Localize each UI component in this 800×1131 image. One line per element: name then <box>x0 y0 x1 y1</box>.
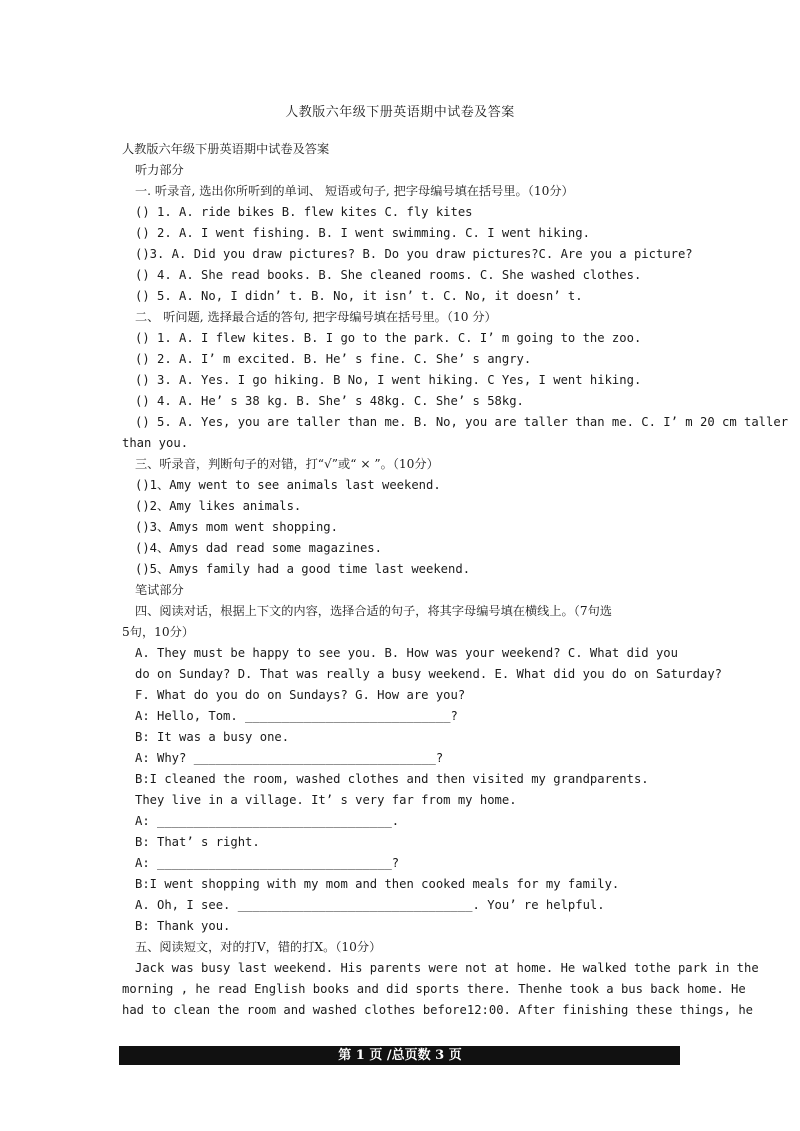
text-line: () 3. A. Yes. I go hiking. B No, I went hiking. C Yes, I went hiking. <box>135 373 642 387</box>
text-line: B:I cleaned the room, washed clothes and then visited my grandparents. <box>135 772 649 786</box>
page-footer: 第 1 页 /总页数 3 页 <box>338 1048 462 1063</box>
text-line: A: ________________________________. <box>135 814 400 828</box>
text-line: () 4. A. She read books. B. She cleaned rooms. C. She washed clothes. <box>135 268 642 282</box>
text-line: F. What do you do on Sundays? G. How are you? <box>135 688 466 702</box>
text-line: 五、阅读短文，对的打V，错的打X。（10分） <box>135 940 382 954</box>
text-line: Jack was busy last weekend. His parents were not at home. He walked tothe park in the <box>135 961 759 975</box>
text-line: 5句，10分） <box>122 625 195 639</box>
text-line: ()3. A. Did you draw pictures? B. Do you draw pictures?C. Are you a picture? <box>135 247 693 261</box>
text-line: ()2、Amy likes animals. <box>135 499 302 513</box>
text-line: 四、阅读对话，根据上下文的内容，选择合适的句子，将其字母编号填在横线上。（7句选 <box>135 604 612 618</box>
text-line: do on Sunday? D. That was really a busy weekend. E. What did you do on Saturday? <box>135 667 722 681</box>
text-line: A. They must be happy to see you. B. How was your weekend? C. What did you <box>135 646 678 660</box>
text-line: 二、 听问题, 选择最合适的答句, 把字母编号填在括号里。（10 分） <box>135 310 497 324</box>
text-line: 笔试部分 <box>135 583 184 597</box>
text-line: A: Why? _________________________________? <box>135 751 444 765</box>
text-line: ()1、Amy went to see animals last weekend. <box>135 478 441 492</box>
text-line: () 2. A. I’ m excited. B. He’ s fine. C. She’ s angry. <box>135 352 532 366</box>
text-line: B: Thank you. <box>135 919 231 933</box>
text-line: () 5. A. Yes, you are taller than me. B. No, you are taller than me. C. I’ m 20 cm taller <box>135 415 789 429</box>
document-body <box>122 139 789 1021</box>
text-line: () 4. A. He’ s 38 kg. B. She’ s 48kg. C. She’ s 58kg. <box>135 394 524 408</box>
text-line: than you. <box>122 436 189 450</box>
page-header-title: 人教版六年级下册英语期中试卷及答案 <box>285 105 515 120</box>
text-line: B: It was a busy one. <box>135 730 290 744</box>
text-line: A: ________________________________? <box>135 856 400 870</box>
text-line: 一. 听录音, 选出你所听到的单词、 短语或句子, 把字母编号填在括号里。（10分） <box>135 184 574 198</box>
text-line: () 5. A. No, I didn’ t. B. No, it isn’ t. C. No, it doesn’ t. <box>135 289 583 303</box>
text-line: had to clean the room and washed clothes before12:00. After finishing these things, he <box>122 1003 754 1017</box>
text-line: B:I went shopping with my mom and then cooked meals for my family. <box>135 877 620 891</box>
text-line: () 1. A. I flew kites. B. I go to the park. C. I’ m going to the zoo. <box>135 331 642 345</box>
text-line: A: Hello, Tom. ____________________________? <box>135 709 458 723</box>
text-line: ()4、Amys dad read some magazines. <box>135 541 382 555</box>
text-line: B: That’ s right. <box>135 835 260 849</box>
text-line: morning , he read English books and did sports there. Thenhe took a bus back home. He <box>122 982 746 996</box>
text-line: They live in a village. It’ s very far from my home. <box>135 793 517 807</box>
text-line: A. Oh, I see. ________________________________. You’ re helpful. <box>135 898 605 912</box>
text-line: 听力部分 <box>135 163 184 177</box>
text-line: () 1. A. ride bikes B. flew kites C. fly kites <box>135 205 473 219</box>
text-line: 三、听录音，判断句子的对错，打“√”或“ × ”。（10分） <box>135 457 439 471</box>
text-line: ()5、Amys family had a good time last weekend. <box>135 562 471 576</box>
text-line: ()3、Amys mom went shopping. <box>135 520 338 534</box>
text-line: () 2. A. I went fishing. B. I went swimming. C. I went hiking. <box>135 226 590 240</box>
text-line: 人教版六年级下册英语期中试卷及答案 <box>122 142 330 156</box>
